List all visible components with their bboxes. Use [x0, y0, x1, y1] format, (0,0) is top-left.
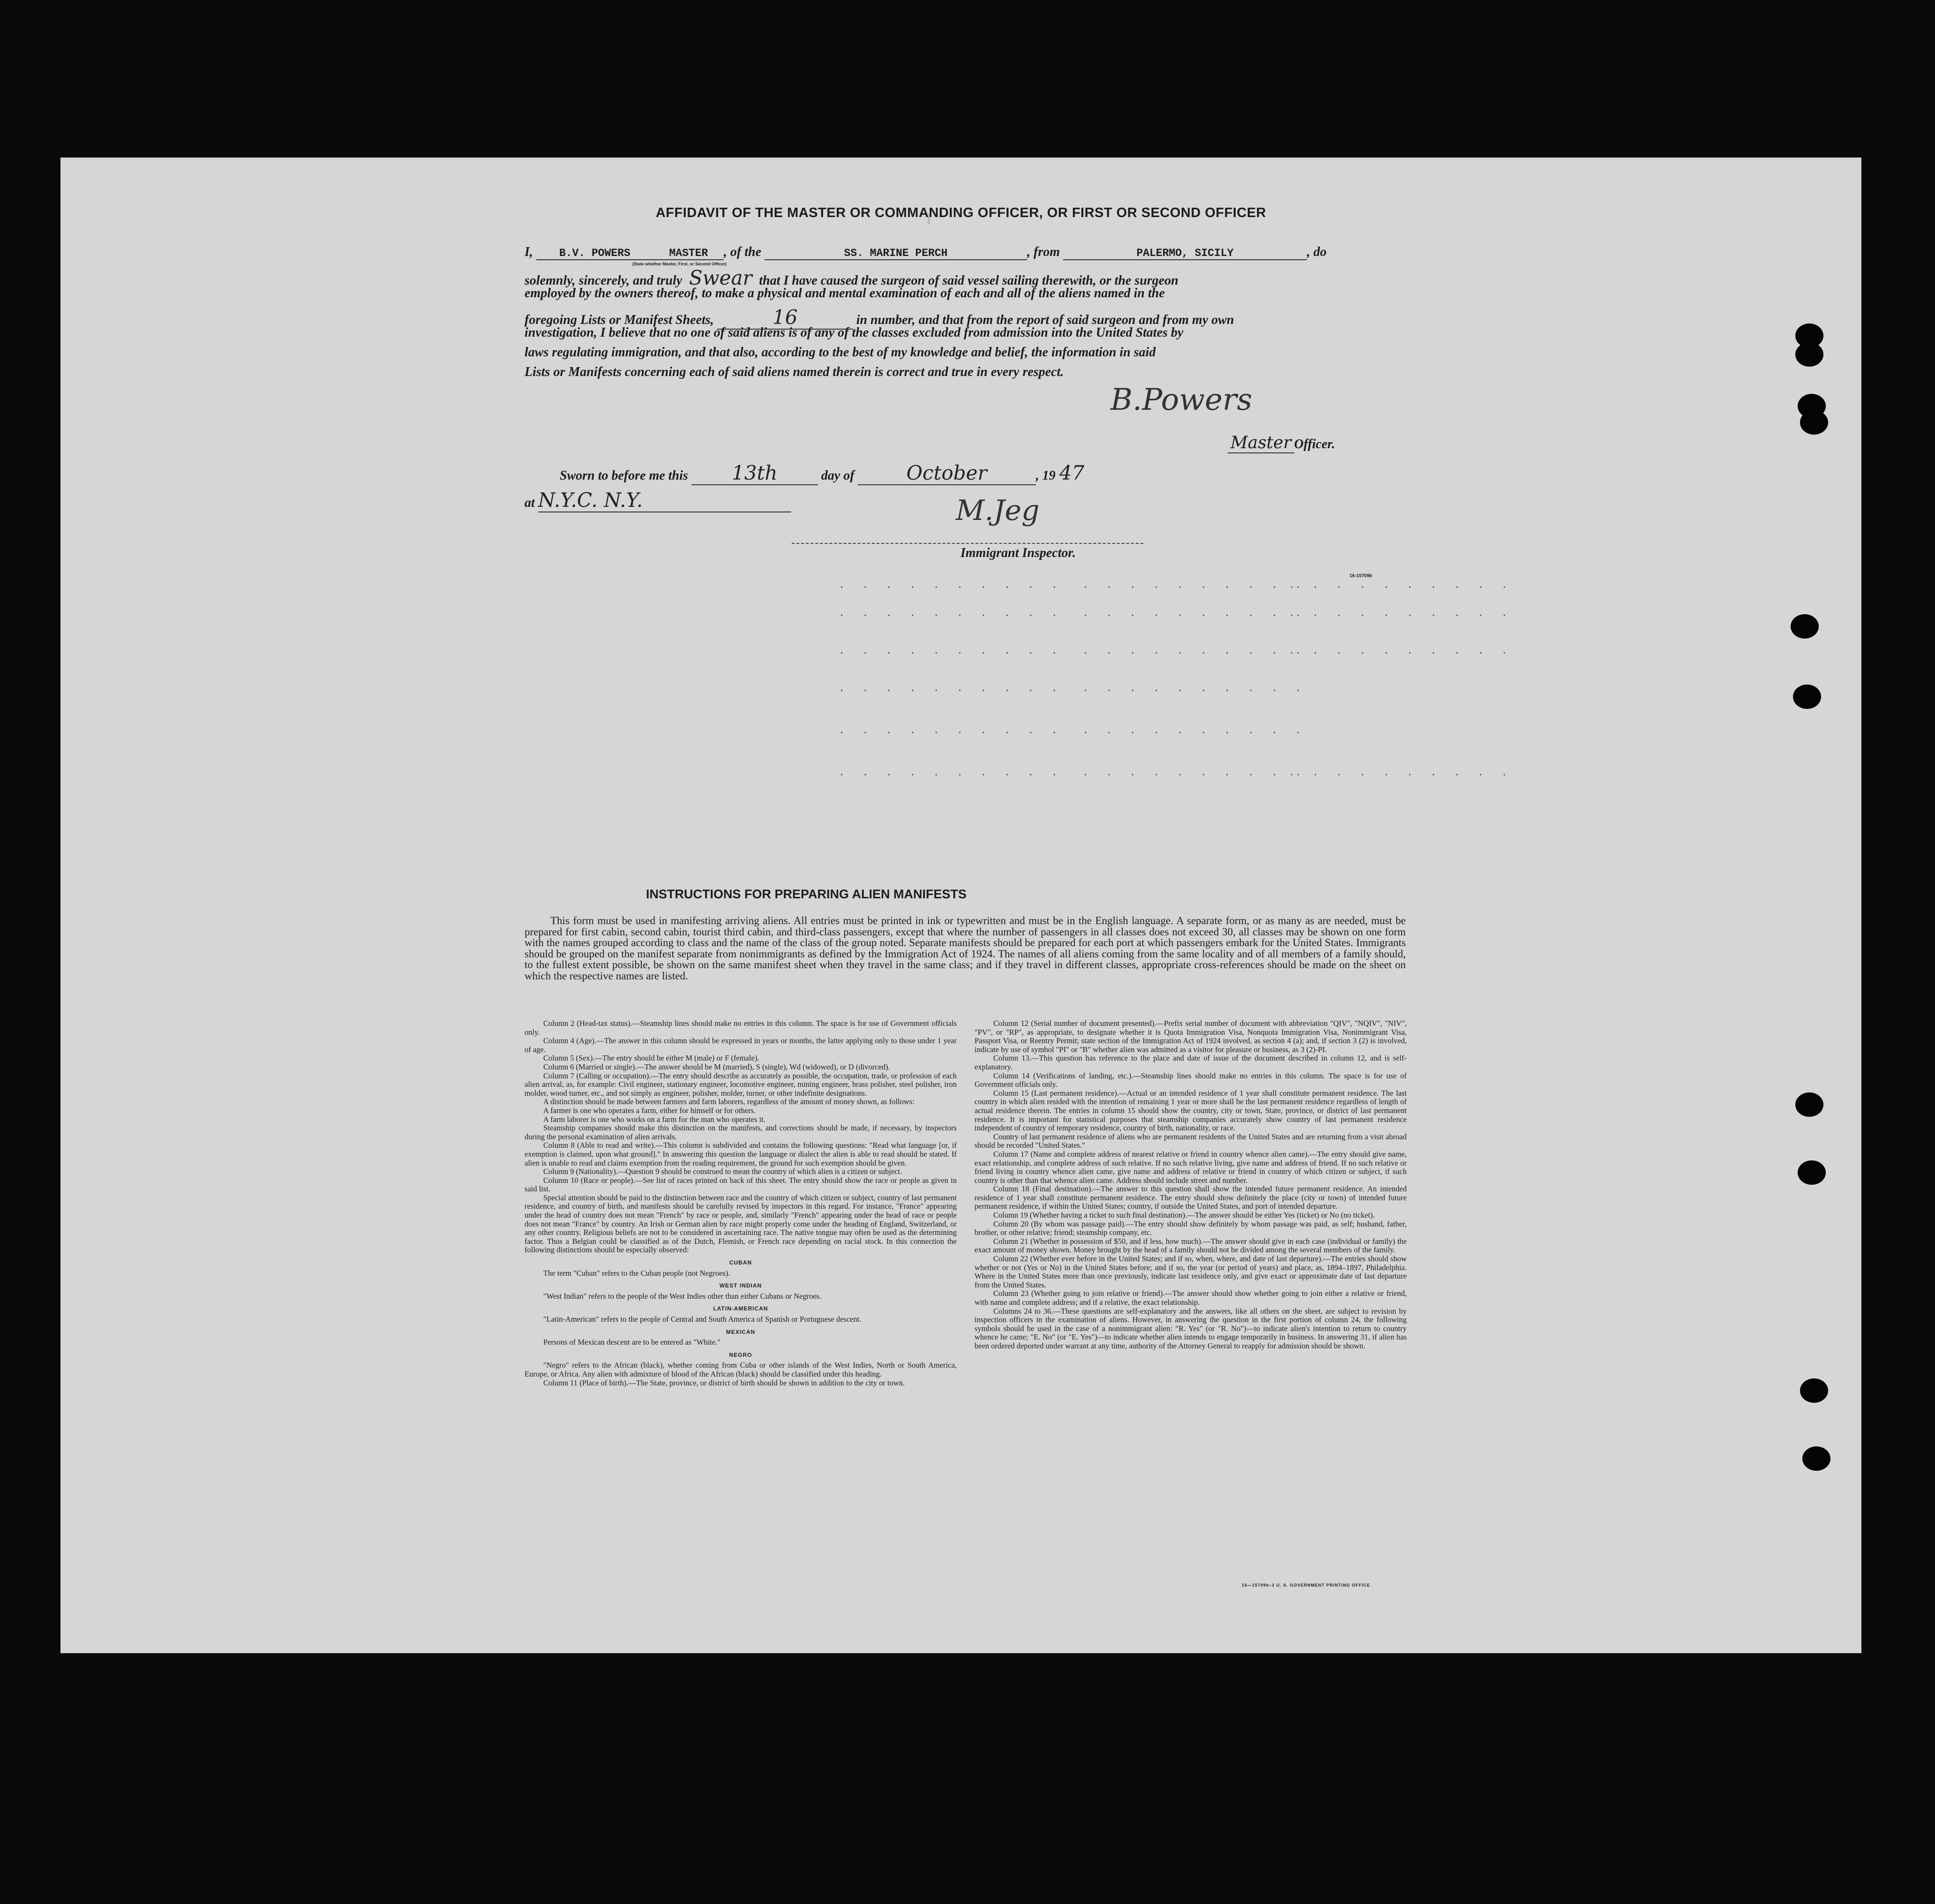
binder-hole	[1802, 1446, 1830, 1471]
dot-leader: . . . . . . . . . .	[1289, 608, 1513, 619]
instructions-right-column	[975, 1019, 1407, 1351]
dot-leader: . . . . . . . . . .	[1289, 767, 1513, 779]
instruction-paragraph: Persons of Mexican descent are to be entered as "White."	[543, 1338, 721, 1347]
i-label: I,	[525, 245, 533, 259]
instruction-paragraph: Column 19 (Whether having a ticket to such final destination).—The answer should be either Yes (ticket) or No (no ticket).	[993, 1211, 1375, 1220]
instruction-paragraph: Column 9 (Nationality).—Question 9 should be construed to mean the country of which alien is a citizen or subject.	[543, 1167, 902, 1176]
year-prefix: , 19	[1035, 468, 1056, 483]
do-label: , do	[1307, 245, 1327, 259]
instruction-paragraph: Column 22 (Whether ever before in the United States; and if so, when, where, and date of last departure).—The entries should show whether or not (Yes or No) in the United States before; and if so, the year (or period of years) and place, as, 1894–1897, Philadelphia. Where in the United States more than once previously, indicate last residence only, and give exact or approximate date of last departure from the United States.	[975, 1254, 1407, 1289]
affidavit-text: that I have caused the surgeon of said vessel sailing therewith, or the surgeon	[759, 273, 1178, 288]
year-handwritten: 47	[1059, 461, 1085, 484]
dot-leader: . . . . . . . . . .	[839, 683, 1063, 694]
binder-hole	[1791, 614, 1819, 639]
instruction-paragraph: "Latin-American" refers to the people of Central and South America of Spanish or Portuguese descent.	[543, 1315, 862, 1324]
dot-leader: . . . . . . . . . .	[1082, 579, 1307, 591]
affidavit-line-7: Lists or Manifests concerning each of said aliens named therein is correct and true in every respect.	[525, 365, 1064, 379]
dot-leader: . . . . . . . . . .	[1082, 725, 1307, 737]
inspector-signature-line	[792, 543, 1143, 544]
binder-hole	[1800, 410, 1828, 435]
binder-hole	[1793, 685, 1821, 709]
instruction-paragraph: Column 13.—This question has reference to the place and date of issue of the document described in column 12, and is self-explanatory.	[975, 1054, 1407, 1071]
instruction-paragraph: Column 2 (Head-tax status).—Steamship lines should make no entries in this column. The space is for use of Government officials only.	[525, 1019, 957, 1037]
section-heading: LATIN-AMERICAN	[713, 1305, 768, 1312]
officer-rank-field: MASTER	[653, 247, 724, 260]
affidavit-line-3: employed by the owners thereof, to make a physical and mental examination of each and all of the aliens named in the	[525, 286, 1165, 301]
officer-rank-line	[1228, 433, 1335, 452]
affidavit-line-6: laws regulating immigration, and that also, according to the best of my knowledge and belief, the information in said	[525, 345, 1156, 360]
dot-leader: . . . . . . . . . .	[1082, 645, 1307, 657]
instruction-paragraph: Steamship companies should make this distinction on the manifests, and corrections should be made, if necessary, by inspectors during the personal examination of alien arrivals.	[525, 1123, 957, 1141]
instruction-paragraph: Column 21 (Whether in possession of $50, and if less, how much).—The answer should give in each case (individual or family) the exact amount of money shown. Money brought by the head of a family should not be divided among the several members of the family.	[975, 1236, 1407, 1255]
instruction-paragraph: Column 5 (Sex).—The entry should be either M (male) or F (female).	[543, 1054, 759, 1063]
inspector-label: Immigrant Inspector.	[960, 546, 1076, 560]
affidavit-text: solemnly, sincerely, and truly	[525, 273, 682, 288]
dot-leader: . . . . . . . . . .	[839, 767, 1063, 779]
port-field: PALERMO, SICILY	[1063, 247, 1307, 260]
affidavit-text: in number, and that from the report of said surgeon and from my own	[856, 313, 1234, 327]
printing-office-footer: 16—15709b–2 U. S. GOVERNMENT PRINTING OFFICE	[1242, 1583, 1371, 1588]
dot-leader: . . . . . . . . . .	[1082, 608, 1307, 619]
dot-leader: . . . . . . . . . .	[1289, 579, 1513, 591]
affidavit-title: AFFIDAVIT OF THE MASTER OR COMMANDING OFFICER, OR FIRST OR SECOND OFFICER	[655, 205, 1267, 220]
ship-name-field: SS. MARINE PERCH	[765, 247, 1027, 260]
form-number: 16-15709b	[1350, 573, 1372, 579]
section-heading: CUBAN	[729, 1259, 752, 1266]
instruction-paragraph: A farm laborer is one who works on a farm for the man who operates it.	[543, 1114, 765, 1124]
officer-label: Officer.	[1294, 437, 1335, 452]
instruction-paragraph: Column 11 (Place of birth).—The State, province, or district of birth should be shown in addition to the city or town.	[543, 1378, 905, 1387]
instruction-paragraph: Column 4 (Age).—The answer in this column should be expressed in years or months, the latter applying only to those under 1 year of age.	[525, 1036, 957, 1054]
affidavit-line-5: investigation, I believe that no one of said aliens is of any of the classes excluded from admission into the United States by	[525, 325, 1184, 340]
of-the-label: , of the	[723, 245, 762, 259]
instruction-paragraph: Column 20 (By whom was passage paid).—The entry should show definitely by whom passage was paid, as self; husband, father, brother, or other relative; friend; steamship company, etc.	[975, 1219, 1407, 1237]
master-signature: B.Powers	[1110, 383, 1252, 417]
affidavit-text: foregoing Lists or Manifest Sheets,	[525, 313, 714, 327]
instruction-paragraph: Special attention should be paid to the distinction between race and the country of which citizen or subject, country of last permanent residence, and country of birth, and manifests should be carefully revised by inspectors in this regard. For instance, "France" appearing under the head of country does not mean "French" by race or people, and, similarly "French" appearing under the head of race or people does not mean "France" by country. An Irish or German alien by race might properly come under the heading of England, Switzerland, or any other country. Religious beliefs are not to be considered in ascertaining race. The native tongue may often be used as the determining factor. Thus a Belgian could be classified as of the Dutch, Flemish, or French race depending on racial stock. In this connection the following distinctions should be especially observed:	[525, 1193, 957, 1255]
swear-handwritten: Swear	[689, 266, 752, 289]
day-of-label: day of	[821, 468, 855, 483]
dot-leader: . . . . . . . . . .	[1082, 767, 1307, 779]
place-line	[525, 489, 791, 512]
at-label: at	[525, 496, 535, 510]
instruction-paragraph: A distinction should be made between farmers and farm laborers, regardless of the amount of money shown, as follows:	[543, 1097, 915, 1106]
sworn-line	[560, 461, 1088, 485]
dot-leader: . . . . . . . . . .	[839, 579, 1063, 591]
rank-note: (State whether Master, First, or Second Officer)	[632, 262, 727, 266]
instruction-paragraph: "Negro" refers to the African (black), whether coming from Cuba or other islands of the West Indies, North or South America, Europe, or Africa. Any alien with admixture of blood of the African (black) should be classified under this heading.	[525, 1361, 957, 1378]
sworn-label: Sworn to before me this	[560, 468, 688, 483]
from-label: , from	[1027, 245, 1060, 259]
instruction-paragraph: Column 10 (Race or people).—See list of races printed on back of this sheet. The entry should show the race or people as given in said list.	[525, 1175, 957, 1194]
binder-hole	[1800, 1378, 1828, 1403]
instruction-paragraph: Column 18 (Final destination).—The answer to this question shall show the intended future permanent residence. An intended residence of 1 year shall constitute permanent residence. The entry should show definitely the place (city or town) of intended future permanent residence, if within the United States; country, if outside the United States, and port of intended departure.	[975, 1184, 1407, 1211]
instruction-paragraph: Column 12 (Serial number of document presented).—Prefix serial number of document with abbreviation "QIV", "NQIV", "NIV", "PV", or "RP", as appropriate, to designate whether it is Quota Immigration Visa, Nonquota Immigration Visa, Nonimmigrant Visa, Passport Visa, or Reentry Permit; state section of the Immigration Act of 1924 involved, as section 4 (a); and, if section 3 (2) is involved, indicate by use of symbol "PI" or "B" whether alien was admitted as a visitor for pleasure or business, as 3 (2)-PI.	[975, 1019, 1407, 1054]
instruction-paragraph: The term "Cuban" refers to the Cuban people (not Negroes).	[543, 1268, 730, 1278]
affidavit-line-1	[525, 245, 1327, 266]
section-heading: MEXICAN	[726, 1328, 756, 1335]
binder-hole	[1795, 342, 1823, 367]
instruction-paragraph: Column 6 (Married or single).—The answer should be M (married), S (single), Wd (widowed), or D (divorced).	[543, 1062, 890, 1071]
instructions-intro: This form must be used in manifesting arriving aliens. All entries must be printed in ink or typewritten and must be in the English language. A separate form, or as many as are needed, must be prepared for first cabin, second cabin, tourist third cabin, and third-class passengers, except that where the number of passengers in all classes does not exceed 30, all classes may be shown on one form with the names grouped according to class and the name of the class of the group noted. Separate manifests should be prepared for each port at which passengers embark for the United States. Immigrants should be grouped on the manifest separate from nonimmigrants as defined by the Immigration Act of 1924. The names of all aliens coming from the same locality and of all members of a family should, to the fullest extent possible, be shown on the same manifest sheet when they travel in the same class; and if they travel in different classes, appropriate cross-references should be made on the sheet on which the respective names are listed.	[525, 915, 1406, 982]
sheets-count-handwritten: 16	[717, 306, 853, 330]
instruction-paragraph: Columns 24 to 36.—These questions are self-explanatory and the answers, like all others on the sheet, are subject to revision by inspection officers in the examination of aliens. However, in answering the question in the first portion of column 24, the following symbols should be used in the case of a nonimmigrant alien: "R. Yes" (or "R. No")—to indicate alien's intention to return to country whence he came; "E. No" (or "E. Yes")—to indicate whether alien intends to engage temporarily in business. In answering 31, if alien has been ordered deported under warrant at any time, authority of the Attorney General to reapply for admission should be shown.	[975, 1306, 1407, 1350]
section-heading: NEGRO	[729, 1351, 752, 1358]
instructions-left-column	[525, 1019, 957, 1387]
instruction-paragraph: Column 7 (Calling or occupation).—The entry should describe as accurately as possible, the occupation, trade, or profession of each alien arrival, as, for example: Civil engineer, stationary engineer, locomotive engineer, mining engineer, brass polisher, steel polisher, iron molder, wood turner, etc., and not simply as engineer, polisher, molder, turner, or other indefinite designations.	[525, 1071, 957, 1098]
dot-leader: . . . . . . . . . .	[839, 645, 1063, 657]
dot-leader: . . . . . . . . . .	[839, 725, 1063, 737]
section-heading: WEST INDIAN	[719, 1282, 762, 1289]
instruction-paragraph: A farmer is one who operates a farm, either for himself or for others.	[543, 1106, 756, 1115]
binder-hole	[1798, 1160, 1826, 1185]
manifest-sheet	[60, 158, 1861, 1653]
binder-hole	[1795, 1092, 1823, 1117]
place-handwritten: N.Y.C. N.Y.	[538, 489, 791, 512]
inspector-signature: M.Jeg	[956, 494, 1040, 527]
instruction-paragraph: Column 8 (Able to read and write).—This column is subdivided and contains the following questions: "Read what language [or, if exemption is claimed, upon what ground]." In answering this question the language or dialect the alien is able to read should be stated. If alien is unable to read and claims exemption from the reading requirement, the ground for such exemption should be given.	[525, 1141, 957, 1167]
officer-name-field: B.V. POWERS	[536, 247, 653, 260]
day-handwritten: 13th	[691, 461, 818, 485]
dot-leader: . . . . . . . . . .	[1082, 683, 1307, 694]
instruction-paragraph: Column 14 (Verifications of landing, etc.).—Steamship lines should make no entries in this column. The space is for use of Government officials only.	[975, 1071, 1407, 1089]
dot-leader: . . . . . . . . . .	[1289, 645, 1513, 657]
instruction-paragraph: "West Indian" refers to the people of the West Indies other than either Cubans or Negroes.	[543, 1291, 822, 1301]
master-handwritten: Master	[1228, 433, 1294, 453]
instruction-paragraph: Column 15 (Last permanent residence).—Actual or an intended residence of 1 year shall constitute permanent residence. The last country in which alien resided with the intention of remaining 1 year or more shall be the last permanent residence regardless of length of actual residence therein. The entries in column 15 should show the country, city or town, State, province, or district of last permanent residence. It is important for statistical purposes that steamship companies accurately show country of last permanent residence independent of country of temporary residence, country of birth, nationality, or race.	[975, 1088, 1407, 1133]
instruction-paragraph: Country of last permanent residence of aliens who are permanent residents of the United States and are returning from a visit abroad should be recorded "United States."	[975, 1132, 1407, 1150]
instruction-paragraph: Column 17 (Name and complete address of nearest relative or friend in country whence alien came).—The entry should give name, exact relationship, and complete address of such relative. If no such relative living, give name and address of friend. If no such relative or friend living in country whence alien came, give name and address of relative or friend in country of which citizen or subject, if such country is other than that whence alien came. Address should include street and number.	[975, 1149, 1407, 1185]
month-handwritten: October	[858, 461, 1036, 485]
instruction-paragraph: Column 23 (Whether going to join relative or friend).—The answer should show whether going to join either a relative or friend, with name and complete address; and if a relative, the exact relationship.	[975, 1289, 1407, 1307]
dot-leader: . . . . . . . . . .	[839, 608, 1063, 619]
instructions-title: INSTRUCTIONS FOR PREPARING ALIEN MANIFESTS	[645, 887, 967, 901]
